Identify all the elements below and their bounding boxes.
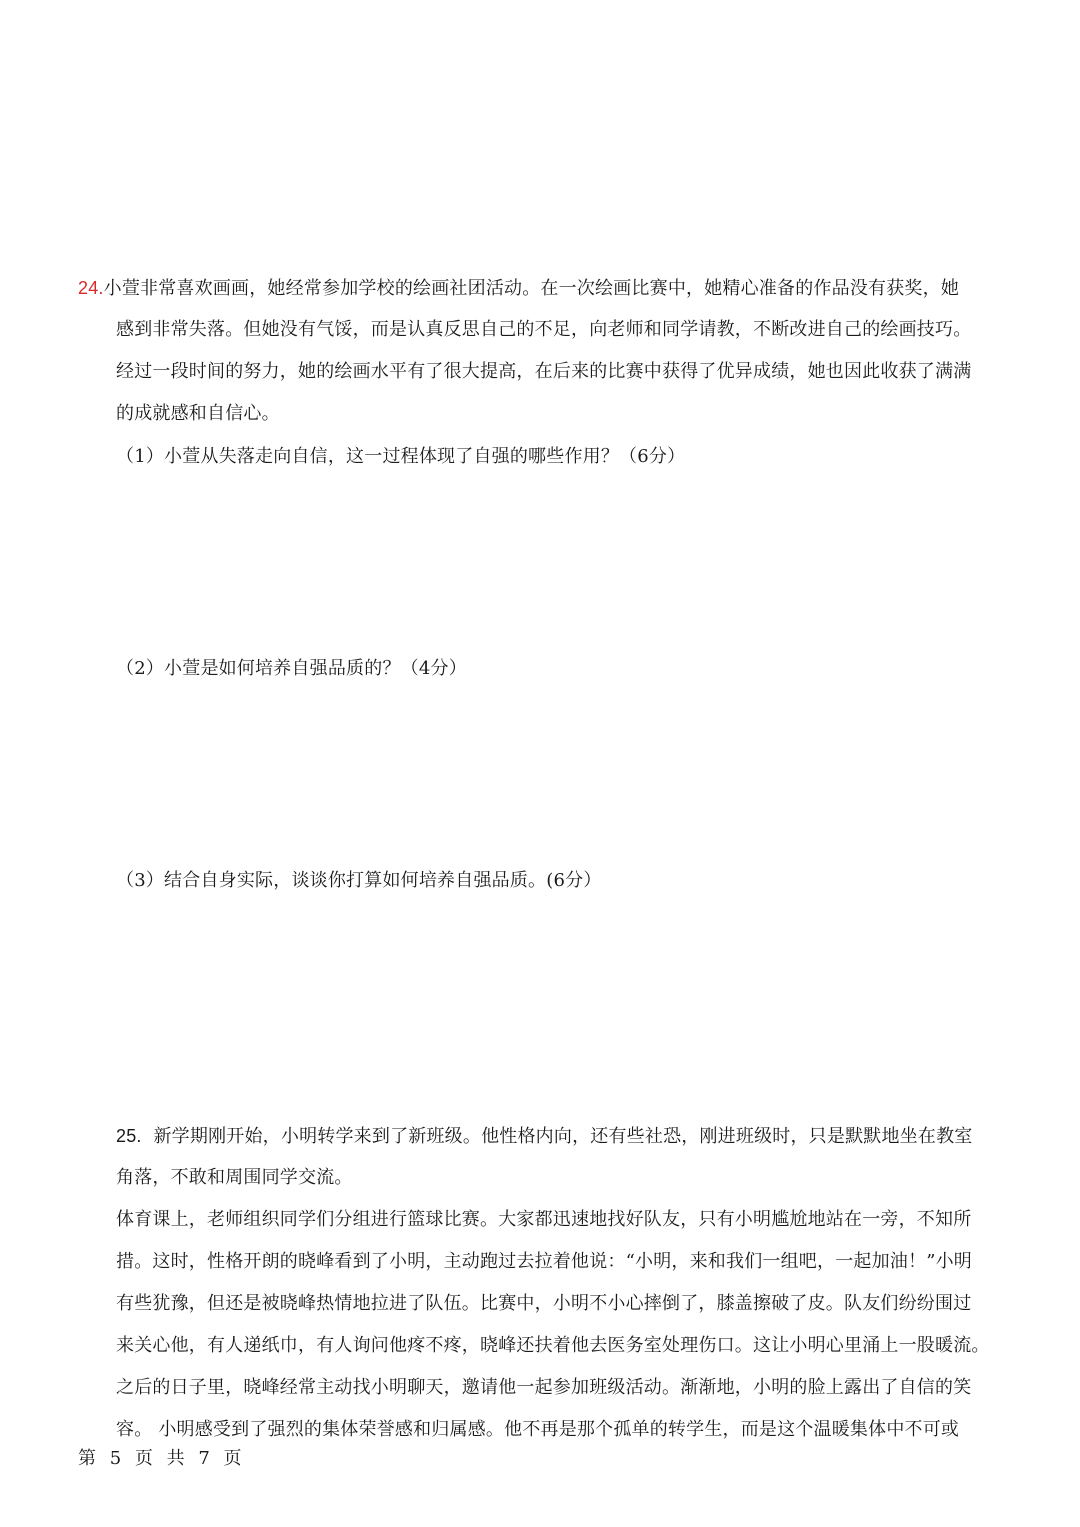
q25-line-7: 之后的日子里，晓峰经常主动找小明聊天，邀请他一起参加班级活动。渐渐地，小明的脸上露出了自信的笑 [116, 1377, 972, 1398]
q25-line-5: 有些犹豫，但还是被晓峰热情地拉进了队伍。比赛中，小明不小心摔倒了，膝盖擦破了皮。队友们纷纷围过 [116, 1293, 972, 1314]
q25-line-6: 来关心他，有人递纸巾，有人询问他疼不疼，晓峰还扶着他去医务室处理伤口。这让小明心里涌上一股暖流。 [116, 1335, 990, 1356]
q25-number: 25. [116, 1126, 142, 1146]
q24-sub-question-3: （3）结合自身实际，谈谈你打算如何培养自强品质。(6分） [116, 870, 602, 891]
q24-stem-line-2: 感到非常失落。但她没有气馁，而是认真反思自己的不足，向老师和同学请教，不断改进自己的绘画技巧。 [116, 319, 972, 340]
q25-line-3: 体育课上，老师组织同学们分组进行篮球比赛。大家都迅速地找好队友，只有小明尴尬地站在一旁，不知所 [116, 1209, 972, 1230]
q24-stem-line-4: 的成就感和自信心。 [116, 403, 280, 424]
q25-line-1: 25. 新学期刚开始，小明转学来到了新班级。他性格内向，还有些社恐，刚进班级时，只是默默地坐在教室 [116, 1126, 973, 1147]
q24-sub-question-1: （1）小萱从失落走向自信，这一过程体现了自强的哪些作用？（6分） [116, 446, 686, 467]
q25-line-4: 措。这时，性格开朗的晓峰看到了小明，主动跑过去拉着他说：“小明，来和我们一组吧，一起加油！”小明 [116, 1251, 972, 1272]
q24-number: 24. [78, 278, 104, 298]
q25-line-8: 容。 小明感受到了强烈的集体荣誉感和归属感。他不再是那个孤单的转学生，而是这个温暖集体中不可或 [116, 1419, 960, 1440]
q24-stem-line-1: 24.小萱非常喜欢画画，她经常参加学校的绘画社团活动。在一次绘画比赛中，她精心准备的作品没有获奖，她 [78, 278, 960, 299]
q24-sub-question-2: （2）小萱是如何培养自强品质的？（4分） [116, 658, 467, 679]
q24-stem-line-3: 经过一段时间的努力，她的绘画水平有了很大提高，在后来的比赛中获得了优异成绩，她也因此收获了满满 [116, 361, 972, 382]
page-number-footer: 第 5 页 共 7 页 [78, 1448, 246, 1469]
q25-line-2: 角落，不敢和周围同学交流。 [116, 1167, 353, 1188]
